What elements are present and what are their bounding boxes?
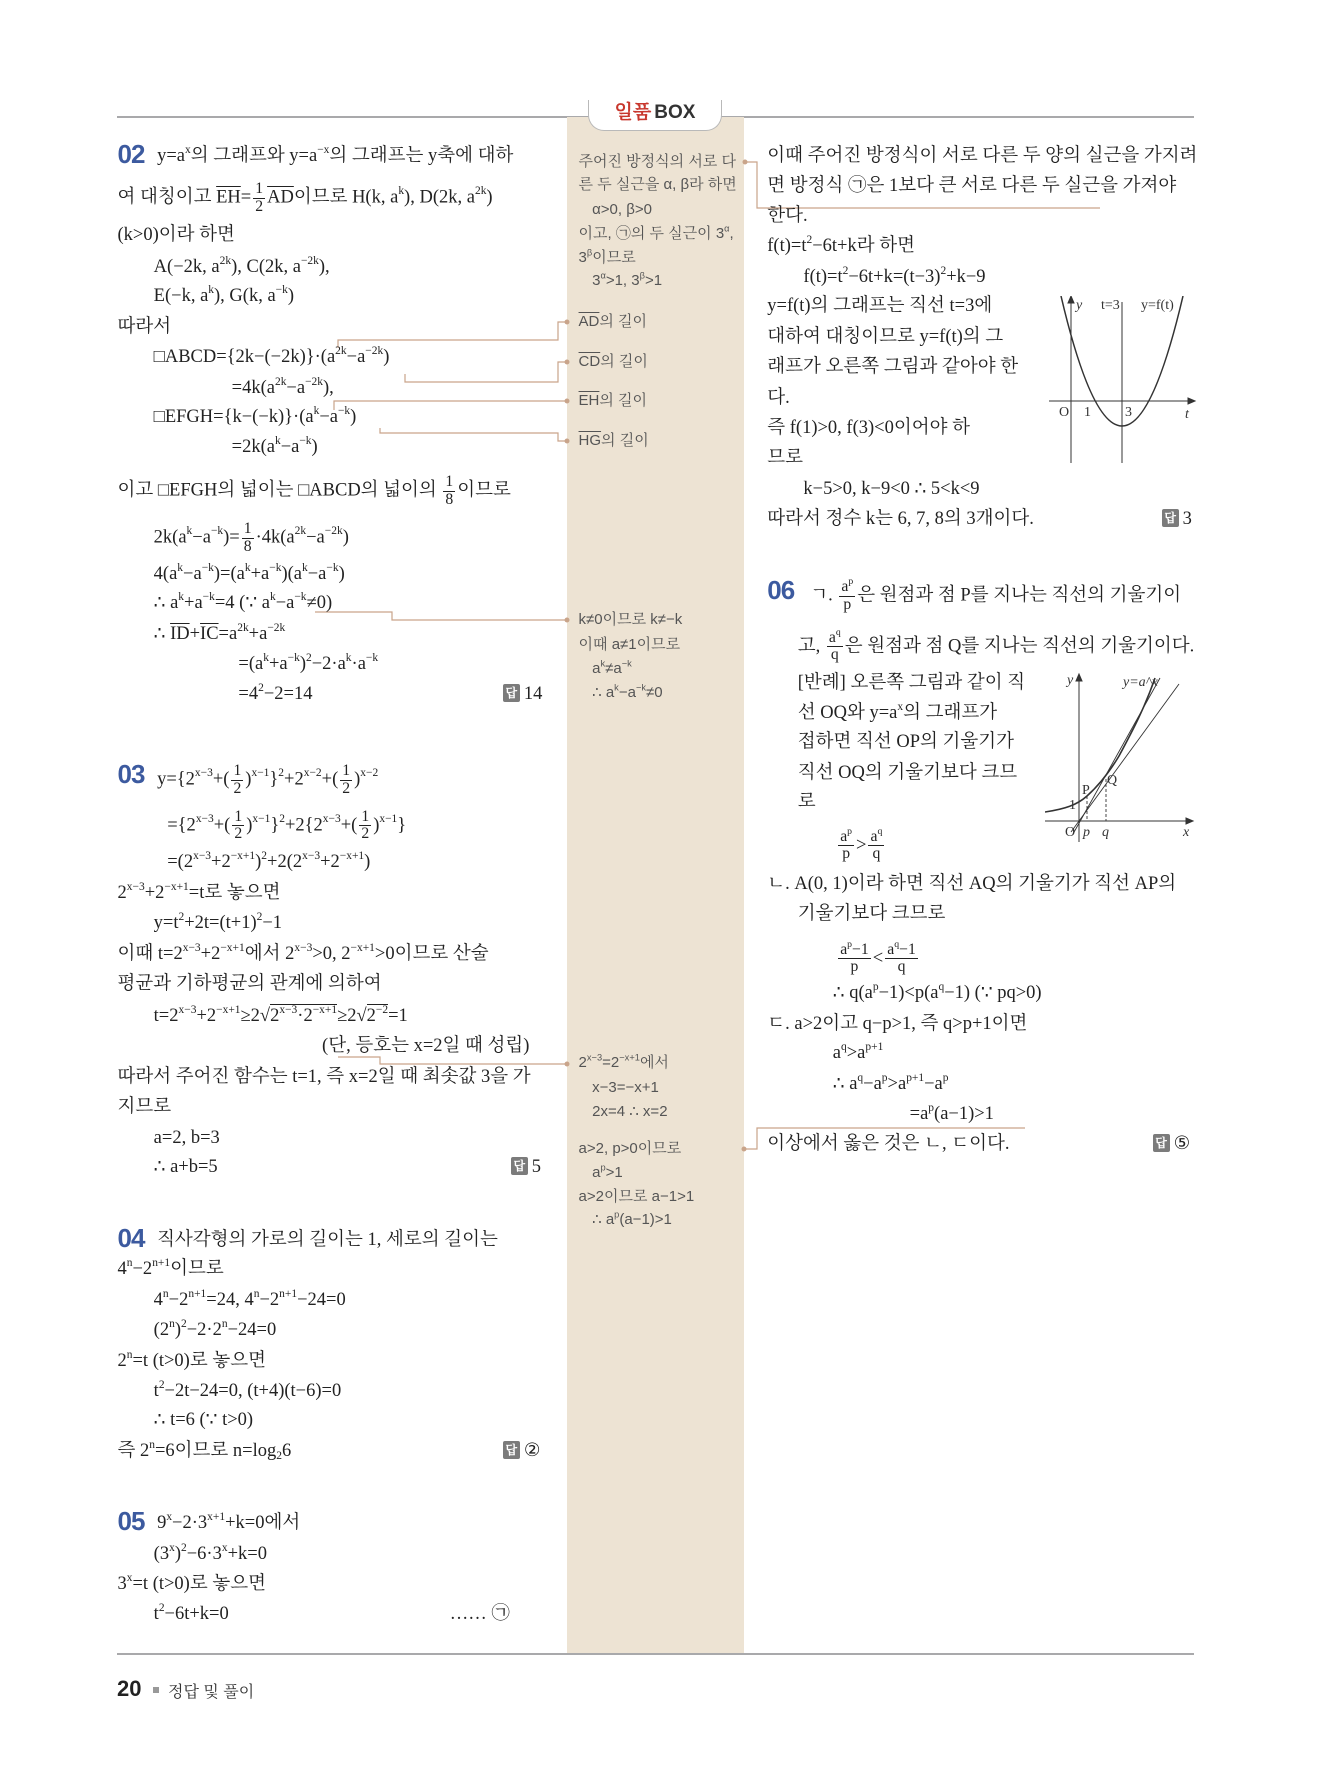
x-axis-arrow — [1186, 818, 1193, 824]
box-note: ∴ $a^p(a-1)>1$ — [592, 1209, 672, 1229]
problem-number: 03 — [117, 759, 145, 790]
bullet-square-icon — [153, 1687, 159, 1693]
solution-line: $a^q>a^{p+1}$ — [832, 1041, 884, 1064]
solution-line: $=4k(a^{2k}-a^{-2k})$, — [231, 375, 334, 398]
connector-hg — [380, 428, 567, 441]
solution-line: ∴ t=6 (∵ t>0) — [153, 1410, 254, 1431]
q-tick: q — [1102, 825, 1109, 840]
solution-line: $=(a^k+a^{-k})^2-2\cdot a^k\cdot a^{-k}$ — [238, 652, 379, 675]
one-label: 1 — [1069, 798, 1076, 813]
solution-line: 직선 OQ의 기울기보다 크므 — [797, 762, 1018, 783]
solution-line: $t=2^{x-3}+2^{-x+1}\ge 2√2^{x-3}\cdot 2^{-x+1}\ge 2√2^{-2}=1$ — [153, 1003, 408, 1026]
curve-label: y=f(t) — [1141, 298, 1174, 313]
solution-line: 이때 $t=2^{x-3}+2^{-x+1}$에서 $2^{x-3}>0$, $2^{-x+1}>0$이므로 산술 — [117, 941, 489, 964]
solution-line: E(−k, $a^k$), G(k, $a^{-k}$) — [153, 284, 295, 307]
answer — [1162, 506, 1192, 532]
solution-line: $9^x-2\cdot 3^{x+1}+k=0$에서 — [157, 1511, 301, 1534]
q-point-label: Q — [1107, 773, 1118, 788]
answer-value: 3 — [1182, 508, 1192, 529]
exponential-graph — [1045, 672, 1197, 844]
solution-line: 면 방정식 ㉠은 1보다 큰 서로 다른 두 실근을 가져야 — [767, 176, 1177, 197]
answer-value: 14 — [523, 683, 543, 704]
solution-line: ㄷ. a>2이고 q−p>1, 즉 q>p+1이면 — [767, 1013, 1028, 1034]
solution-line: $2^{x-3}+2^{-x+1}=t$로 놓으면 — [117, 880, 281, 903]
solution-line: $4^n-2^{n+1}=24$, $4^n-2^{n+1}-24=0$ — [153, 1287, 346, 1310]
solution-line: 기울기보다 크므로 — [797, 904, 946, 925]
box-note: α>0, β>0 — [592, 201, 652, 219]
tick-3: 3 — [1125, 405, 1132, 420]
origin-label: O — [1065, 825, 1076, 840]
solution-line: 직사각형의 가로의 길이는 1, 세로의 길이는 — [157, 1229, 498, 1250]
box-note: 른 두 실근을 α, β라 하면 — [578, 176, 737, 194]
solution-line: 따라서 주어진 함수는 t=1, 즉 x=2일 때 최솟값 3을 가 — [117, 1066, 531, 1087]
x-axis-arrow — [1188, 398, 1195, 404]
box-note: $\overline{AD}$의 길이 — [578, 313, 648, 331]
solution-line: y=f(t)의 그래프는 직선 t=3에 — [767, 296, 993, 317]
equation-marker: …… ㉠ — [449, 1603, 510, 1624]
tick-1: 1 — [1084, 405, 1091, 420]
box-note: $a^k\ne a^{-k}$ — [592, 658, 632, 677]
section-title: 정답 및 풀이 — [168, 1684, 255, 1701]
solution-line: ∴ $\overline{ID}+\overline{IC}=a^{2k}+a^{-2k}$ — [153, 621, 286, 644]
page-number: 20 — [117, 1676, 142, 1701]
y-label: y — [1067, 673, 1074, 688]
answer-value: 5 — [531, 1157, 541, 1178]
line-oq — [1071, 684, 1179, 832]
box-note: 이고, ㉠의 두 실근이 $3^\alpha$, — [578, 223, 734, 242]
connector-dot — [565, 320, 570, 325]
solution-line: 로 — [797, 792, 816, 813]
box-note: 2x=4 ∴ x=2 — [592, 1102, 668, 1120]
solution-line: $t^2-2t-24=0$, (t+4)(t−6)=0 — [153, 1379, 342, 1402]
connector-cd — [405, 362, 567, 382]
solution-line: $y=\{2^{x-3}+$( $\frac{1}{2}$ )$^{x-1}\}^2+2^{x-2}+$( $\frac{1}{2}$ )$^{x-2}$ — [157, 762, 379, 797]
connector-dot — [743, 160, 748, 165]
solution-line: ㄱ. $\frac{a^p}{p}$ 은 원점과 점 P를 지나는 직선의 기울기이 — [810, 576, 1182, 613]
solution-line: 이고 □EFGH의 넓이는 □ABCD의 넓이의 $\frac{1}{8}$ 이므로 — [117, 473, 511, 508]
solution-line: $\frac{a^p-1}{p}$ < $\frac{a^q-1}{q}$ — [840, 939, 916, 976]
solution-line: $=4^2-2=14$ — [238, 681, 313, 704]
solution-line: $y=a^x$의 그래프와 $y=a^{-x}$의 그래프는 y축에 대하 — [157, 143, 514, 166]
solution-line: $3^x=t$ (t>0)로 놓으면 — [117, 1572, 266, 1595]
problem-number: 06 — [767, 575, 795, 606]
y-label: y — [1076, 298, 1083, 313]
connector-dot — [565, 360, 570, 365]
answer-value: ② — [523, 1440, 541, 1461]
p-tick: p — [1083, 825, 1090, 840]
solution-line: $f(t)=t^2-6t+k=(t-3)^2+k-9$ — [803, 264, 986, 287]
box-note: k≠0이므로 k≠−k — [578, 611, 683, 629]
solution-line: $=2k(a^k-a^{-k})$ — [231, 435, 318, 458]
solution-line: (단, 등호는 x=2일 때 성립) — [322, 1036, 530, 1057]
problem-number: 05 — [117, 1506, 145, 1537]
solution-line: 대하여 대칭이므로 y=f(t)의 그 — [767, 326, 1004, 347]
box-note: $a^p>1$ — [592, 1162, 623, 1181]
solution-line: $4(a^k-a^{-k})=(a^k+a^{-k})(a^k-a^{-k})$ — [153, 562, 345, 585]
solution-line: 므로 — [767, 447, 804, 468]
solution-line: (k>0)이라 하면 — [117, 225, 235, 246]
solution-line: 접하면 직선 OP의 기울기가 — [797, 732, 1015, 753]
solution-line: $\frac{a^p}{p}$ > $\frac{a^q}{q}$ — [840, 826, 883, 863]
solution-line: 지므로 — [117, 1097, 172, 1118]
box-note: 이때 a≠1이므로 — [578, 636, 681, 654]
connector-eh — [334, 401, 567, 410]
curve-label: y=a^x — [1123, 675, 1158, 690]
solution-line: $(2^n)^2-2\cdot 2^n-24=0$ — [153, 1317, 277, 1340]
answer — [503, 681, 543, 707]
x-label: t — [1185, 407, 1189, 422]
solution-line: 즉 f(1)>0, f(3)<0이어야 하 — [767, 418, 970, 439]
solution-line: 이때 주어진 방정식이 서로 다른 두 양의 실근을 가지려 — [767, 145, 1198, 166]
solution-line: ∴ $a^k+a^{-k}=4$ (∵ $a^k-a^{-k}\ne 0$) — [153, 591, 333, 614]
solution-line: ∴ $a^q-a^p>a^{p+1}-a^p$ — [832, 1071, 949, 1094]
solution-line: 즉 $2^n=6$이므로 $n=\log_26$ — [117, 1438, 292, 1462]
connector-dot — [565, 439, 570, 444]
box-note: $\overline{EH}$의 길이 — [578, 392, 648, 410]
solution-line: 래프가 오른쪽 그림과 같아야 한 — [767, 357, 1019, 378]
solution-line: 따라서 정수 k는 6, 7, 8의 3개이다. — [767, 508, 1034, 529]
box-label: BOX — [654, 102, 696, 123]
solution-line: ∴ $q(a^p-1)<p(a^q-1)$ (∵ pq>0) — [832, 981, 1042, 1004]
solution-line: 고, $\frac{a^q}{q}$ 은 원점과 점 Q를 지나는 직선의 기울기이다. — [797, 627, 1195, 664]
problem-number: 04 — [117, 1222, 145, 1253]
answer-icon: 답 — [1153, 1134, 1170, 1152]
t3-label: t=3 — [1101, 298, 1120, 313]
solution-line: $□EFGH=\{k-(-k)\}\cdot(a^k-a^{-k})$ — [153, 404, 357, 427]
p-point-label: P — [1082, 783, 1090, 798]
solution-line: $2k(a^k-a^{-k})=$ $\frac{1}{8}$ $\cdot 4k(a^{2k}-a^{-2k})$ — [153, 520, 349, 555]
solution-line: $y=t^2+2t=(t+1)^2-1$ — [153, 911, 283, 934]
x-label: x — [1183, 825, 1190, 840]
solution-line: $=\{2^{x-3}+$( $\frac{1}{2}$ )$^{x-1}\}^2+2\{2^{x-3}+$( $\frac{1}{2}$ )$^{x-1}$} — [167, 807, 407, 842]
solution-line: $=a^p(a-1)>1$ — [909, 1102, 994, 1125]
box-note: $\overline{CD}$의 길이 — [578, 352, 648, 370]
solution-line: 다. — [767, 387, 790, 408]
y-axis-arrow — [1076, 674, 1082, 681]
parabola-graph — [1049, 296, 1199, 466]
problem-number: 02 — [117, 138, 145, 169]
solution-line: $2^n=t$ (t>0)로 놓으면 — [117, 1348, 266, 1371]
box-brand: 일품 — [614, 102, 652, 123]
connector-dot — [565, 1062, 570, 1067]
solution-line: 평균과 기하평균의 관계에 의하여 — [117, 974, 382, 995]
origin-label: O — [1059, 405, 1070, 420]
solution-line: ∴ a+b=5 — [153, 1157, 218, 1178]
y-axis-arrow — [1068, 296, 1074, 303]
solution-line: $t^2-6t+k=0$ — [153, 1601, 229, 1624]
answer-value: ⑤ — [1173, 1133, 1191, 1154]
solution-line: ㄴ. A(0, 1)이라 하면 직선 AQ의 기울기가 직선 AP의 — [767, 873, 1177, 894]
connector-dot — [565, 399, 570, 404]
line-op — [1073, 678, 1160, 834]
box-note: 주어진 방정식의 서로 다 — [578, 152, 736, 170]
box-note: $3^\alpha>1$, $3^\beta>1$ — [592, 270, 663, 290]
solution-line: 이상에서 옳은 것은 ㄴ, ㄷ이다. — [767, 1133, 1010, 1154]
answer-icon: 답 — [503, 1441, 520, 1459]
box-note: x−3=−x+1 — [592, 1079, 659, 1097]
connector-k — [315, 612, 567, 620]
solution-line: A(−2k, $a^{2k}$), C(2k, $a^{-2k}$), — [153, 254, 330, 277]
solution-line: $=(2^{x-3}+2^{-x+1})^2+2(2^{x-3}+2^{-x+1})$ — [167, 850, 371, 873]
answer-icon: 답 — [1162, 509, 1179, 527]
solution-line: [반례] 오른쪽 그림과 같이 직 — [797, 672, 1026, 693]
connector-dot — [742, 1147, 747, 1152]
connector-dot — [565, 618, 570, 623]
box-note: a>2이므로 a−1>1 — [578, 1187, 695, 1205]
solution-line: $(3^x)^2-6\cdot 3^x+k=0$ — [153, 1541, 267, 1564]
solution-line: 여 대칭이고 $\overline{EH}=$ $\frac{1}{2}$ $\overline{AD}$이므로 H(k, $a^k$), D(2k, $a^{2k}$) — [117, 180, 493, 215]
box-note: $3^\beta$이므로 — [578, 247, 636, 266]
solution-line: 따라서 — [117, 316, 172, 337]
box-note: ∴ $a^k-a^{-k}\ne 0$ — [592, 682, 663, 701]
answer — [1153, 1131, 1191, 1157]
solution-line: $f(t)=t^2-6t+k$라 하면 — [767, 234, 915, 257]
solution-line: 한다. — [767, 205, 808, 226]
solution-line: a=2, b=3 — [153, 1127, 220, 1148]
box-note: a>2, p>0이므로 — [578, 1140, 682, 1158]
solution-line: k−5>0, k−9<0 ∴ 5<k<9 — [803, 479, 980, 500]
answer-icon: 답 — [511, 1157, 528, 1175]
solution-line: $□ABCD=\{2k-(-2k)\}\cdot(a^{2k}-a^{-2k})$ — [153, 345, 390, 368]
box-note: $2^{x-3}=2^{-x+1}$에서 — [578, 1052, 669, 1072]
solution-line: $4^n-2^{n+1}$이므로 — [117, 1256, 224, 1279]
answer-icon: 답 — [503, 684, 520, 702]
box-note: $\overline{HG}$의 길이 — [578, 431, 649, 449]
answer — [503, 1438, 541, 1464]
solution-line: 선 OQ와 $y=a^x$의 그래프가 — [797, 701, 998, 724]
answer — [511, 1154, 541, 1180]
